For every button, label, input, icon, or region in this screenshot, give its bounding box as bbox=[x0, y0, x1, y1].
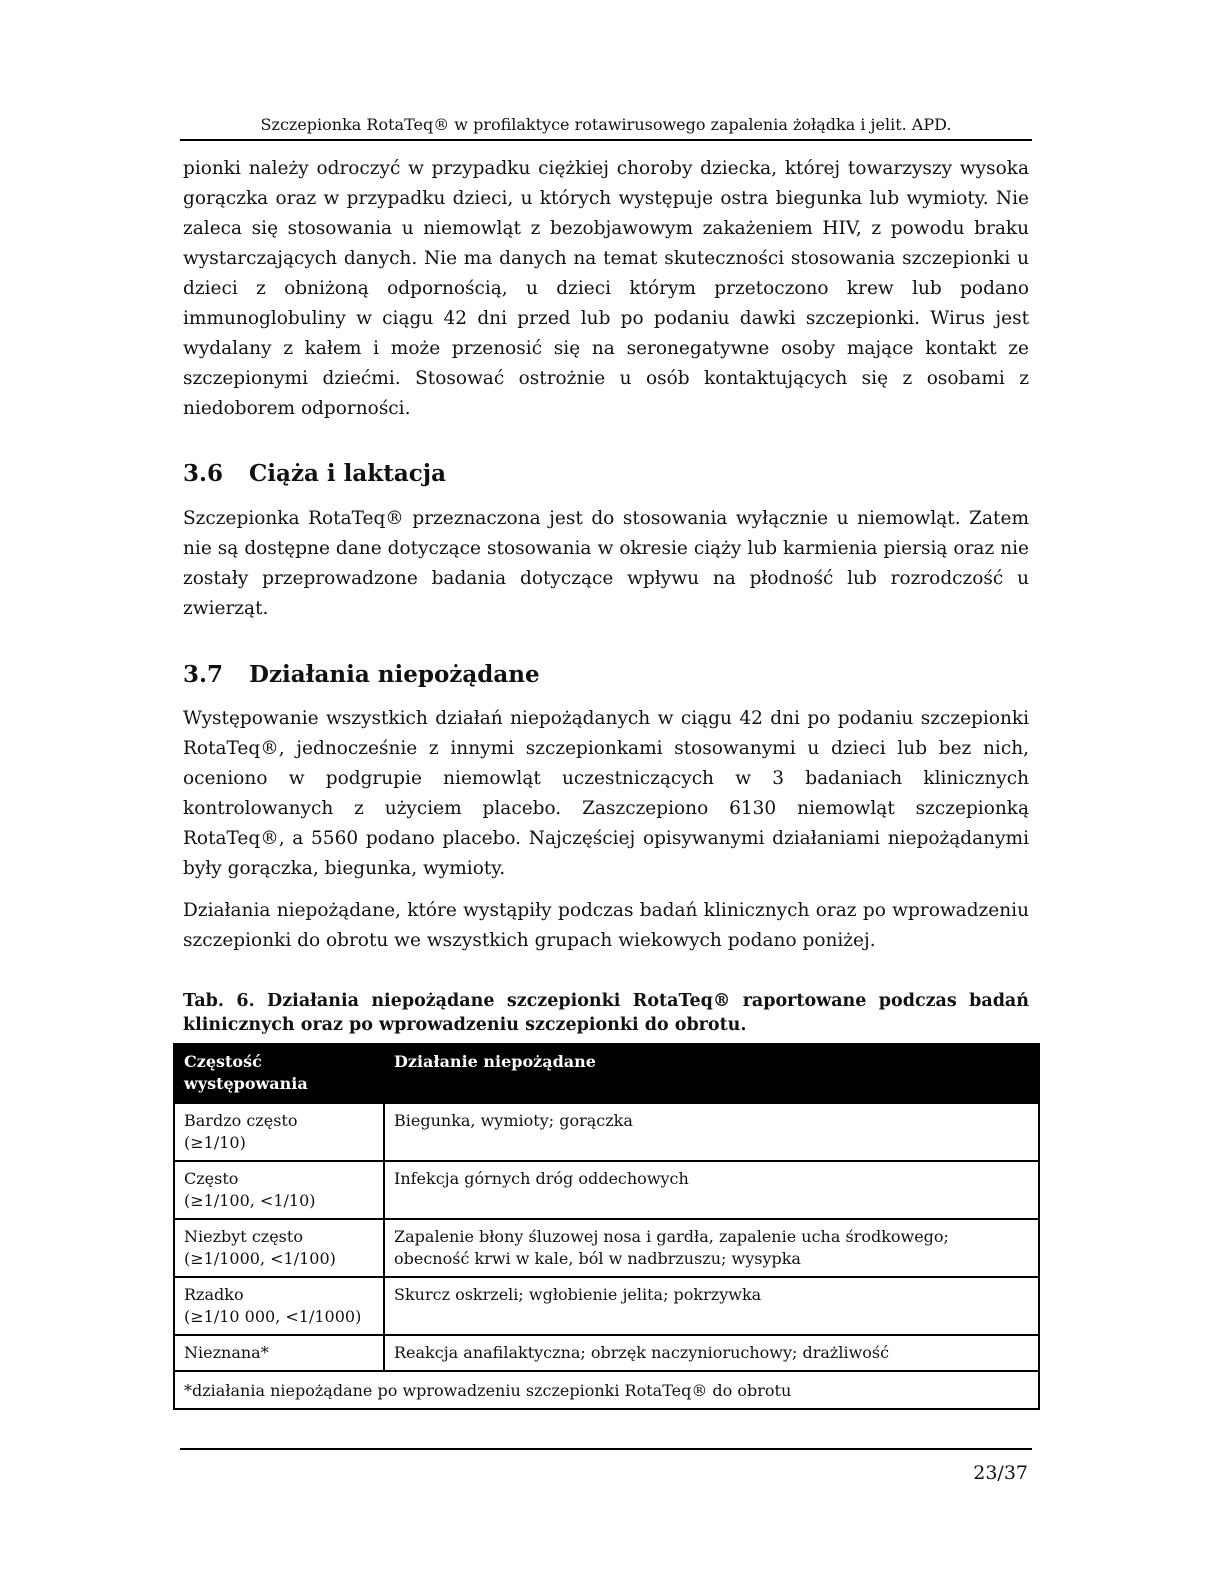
frequency-label: Rzadko bbox=[184, 1285, 244, 1304]
frequency-cell bbox=[174, 1161, 384, 1219]
table-row bbox=[174, 1161, 1039, 1219]
table-footnote: *działania niepożądane po wprowadzeniu szczepionki RotaTeq® do obrotu bbox=[174, 1371, 1039, 1409]
frequency-range: (≥1/100, <1/10) bbox=[184, 1191, 316, 1210]
adverse-reactions-table bbox=[173, 1043, 1040, 1410]
reaction-cell: Infekcja górnych dróg oddechowych bbox=[384, 1161, 1039, 1219]
table-row bbox=[174, 1335, 1039, 1371]
frequency-label: Bardzo często bbox=[184, 1111, 298, 1130]
reaction-cell: Skurcz oskrzeli; wgłobienie jelita; pokrzywka bbox=[384, 1277, 1039, 1335]
frequency-label: Nieznana* bbox=[184, 1343, 269, 1362]
frequency-cell bbox=[174, 1219, 384, 1277]
paragraph-adverse-reactions-study: Występowanie wszystkich działań niepożądanych w ciągu 42 dni po podaniu szczepionki RotaTeq®, jednocześnie z innymi szczepionkami stosowanymi u dzieci lub bez nich, oceniono w podgrupie niemowląt uczestniczących w 3 badaniach klinicznych kontrolowanych z użyciem placebo. Zaszczepiono 6130 niemowląt szczepionką RotaTeq®, a 5560 podano placebo. Najczęściej opisywanymi działaniami niepożądanymi były gorączka, biegunka, wymioty. bbox=[183, 708, 1029, 879]
table-footnote-row bbox=[174, 1371, 1039, 1409]
paragraph-pregnancy-lactation: Szczepionka RotaTeq® przeznaczona jest do stosowania wyłącznie u niemowląt. Zatem nie są dostępne dane dotyczące stosowania w okresie ciąży lub karmienia piersią oraz nie zostały przeprowadzone badania dotyczące wpływu na płodność lub rozrodczość u zwierząt. bbox=[183, 508, 1029, 619]
frequency-range: (≥1/1000, <1/100) bbox=[184, 1249, 336, 1268]
frequency-cell bbox=[174, 1103, 384, 1161]
header-rule bbox=[180, 139, 1032, 141]
frequency-cell bbox=[174, 1277, 384, 1335]
paragraph-adverse-reactions-intro: Działania niepożądane, które wystąpiły podczas badań klinicznych oraz po wprowadzeniu szczepionki do obrotu we wszystkich grupach wiekowych podano poniżej. bbox=[183, 900, 1029, 951]
frequency-cell bbox=[174, 1335, 384, 1371]
table-row bbox=[174, 1277, 1039, 1335]
table-caption: Tab. 6. Działania niepożądane szczepionki RotaTeq® raportowane podczas badań klinicznych oraz po wprowadzeniu szczepionki do obrotu. bbox=[183, 991, 1029, 1035]
running-header: Szczepionka RotaTeq® w profilaktyce rotawirusowego zapalenia żołądka i jelit. APD. bbox=[260, 115, 952, 134]
paragraph-contraindications-continued: pionki należy odroczyć w przypadku ciężkiej choroby dziecka, której towarzyszy wysoka gorączka oraz w przypadku dzieci, u których występuje ostra biegunka lub wymioty. Nie zaleca się stosowania u niemowląt z bezobjawowym zakażeniem HIV, z powodu braku wystarczających danych. Nie ma danych na temat skuteczności stosowania szczepionki u dzieci z obniżoną odpornością, u dzieci którym przetoczono krew lub podano immunoglobuliny w ciągu 42 dni przed lub po podaniu dawki szczepionki. Wirus jest wydalany z kałem i może przenosić się na seronegatywne osoby mające kontakt ze szczepionymi dziećmi. Stosować ostrożnie u osób kontaktujących się z osobami z niedoborem odporności. bbox=[183, 158, 1029, 419]
reaction-cell: Zapalenie błony śluzowej nosa i gardła, zapalenie ucha środkowego; obecność krwi w kale, ból w nadbrzuszu; wysypka bbox=[384, 1219, 1039, 1277]
section-number: 3.7 bbox=[183, 661, 224, 688]
table-row bbox=[174, 1219, 1039, 1277]
table-header-row bbox=[174, 1044, 1039, 1103]
section-title: Ciąża i laktacja bbox=[249, 460, 446, 487]
frequency-label: Często bbox=[184, 1169, 239, 1188]
section-title: Działania niepożądane bbox=[249, 661, 540, 688]
frequency-range: (≥1/10) bbox=[184, 1133, 246, 1152]
page-number: 23/37 bbox=[973, 1462, 1028, 1484]
header-reaction: Działanie niepożądane bbox=[384, 1044, 1039, 1103]
footer-rule bbox=[180, 1448, 1032, 1450]
section-heading-3-6 bbox=[183, 459, 446, 489]
frequency-range: (≥1/10 000, <1/1000) bbox=[184, 1307, 362, 1326]
reaction-cell: Biegunka, wymioty; gorączka bbox=[384, 1103, 1039, 1161]
frequency-label: Niezbyt często bbox=[184, 1227, 303, 1246]
section-heading-3-7 bbox=[183, 660, 540, 690]
section-number: 3.6 bbox=[183, 460, 224, 487]
table-row bbox=[174, 1103, 1039, 1161]
header-frequency: Częstość występowania bbox=[174, 1044, 384, 1103]
reaction-cell: Reakcja anafilaktyczna; obrzęk naczynioruchowy; drażliwość bbox=[384, 1335, 1039, 1371]
